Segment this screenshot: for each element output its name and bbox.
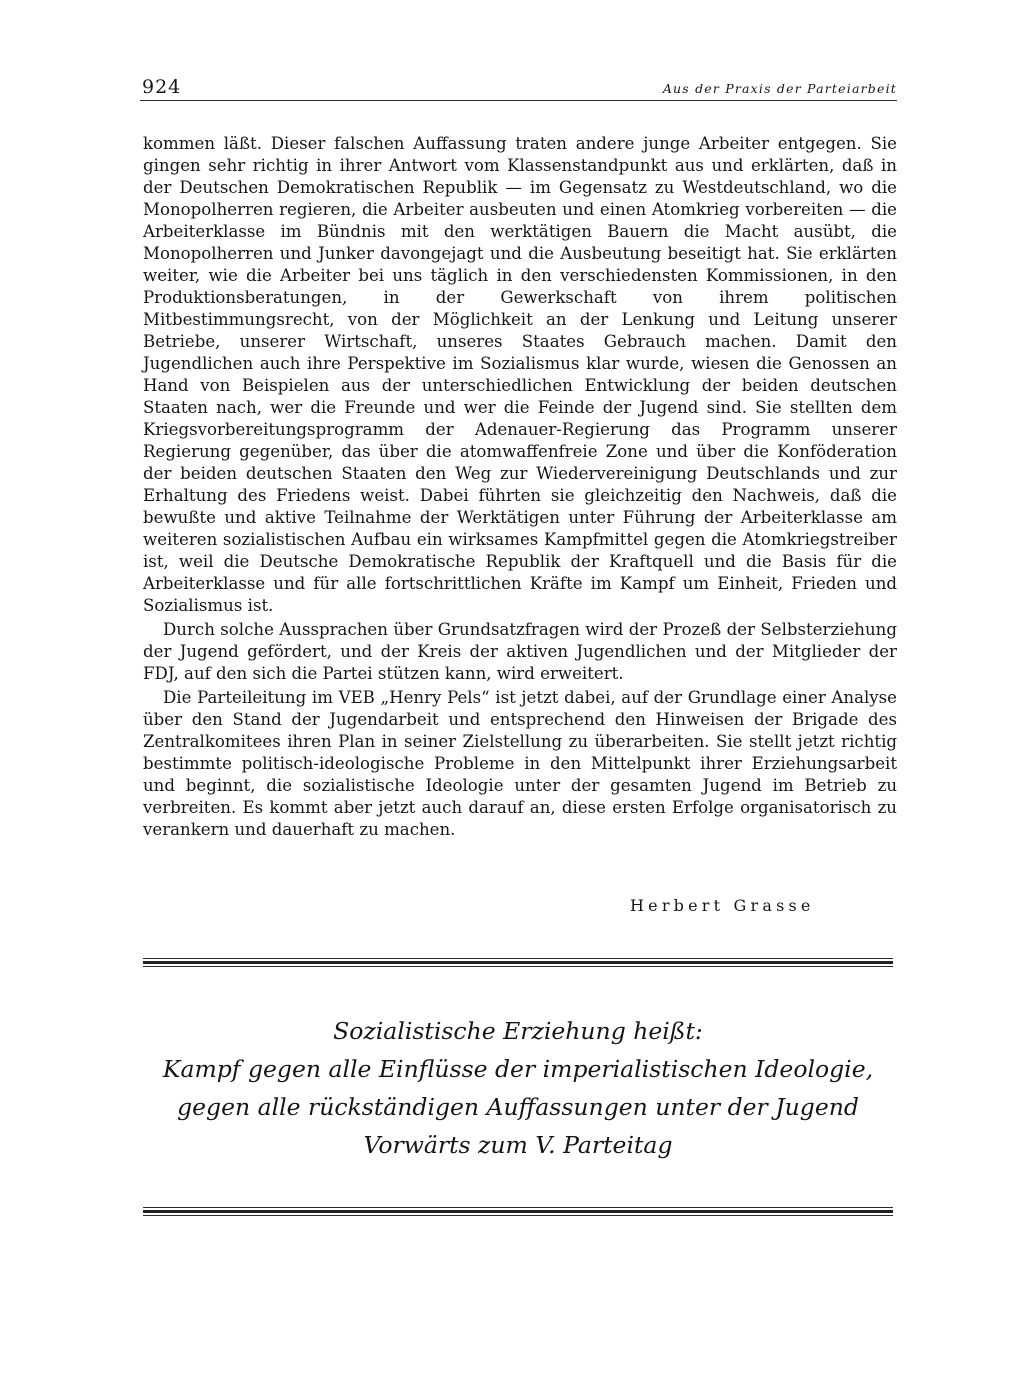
motto-line: Kampf gegen alle Einflüsse der imperialistischen Ideologie,: [162, 1055, 874, 1083]
double-rule-divider: [143, 958, 893, 969]
page-header: [140, 78, 897, 101]
double-rule-divider: [143, 1207, 893, 1218]
paragraph: Durch solche Aussprachen über Grundsatzfragen wird der Prozeß der Selbsterziehung der Jugend gefördert, und der Kreis der aktiven Jugendlichen und der Mitglieder der FDJ, auf den sich die Partei stützen kann, wird erweitert.: [143, 620, 897, 683]
motto-box: [143, 1012, 893, 1164]
paragraph: Die Parteileitung im VEB „Henry Pels“ ist jetzt dabei, auf der Grundlage einer Analyse über den Stand der Jugendarbeit und entsprechend den Hinweisen der Brigade des Zentralkomitees ihren Plan in seiner Zielstellung zu überarbeiten. Sie stellt jetzt richtig bestimmte politisch-ideologische Probleme in den Mittelpunkt ihrer Erziehungsarbeit und beginnt, die sozialistische Ideologie unter der gesamten Jugend im Betrieb zu verbreiten. Es kommt aber jetzt auch darauf an, diese ersten Erfolge organisatorisch zu verankern und dauerhaft zu machen.: [143, 688, 897, 839]
author-signature: Herbert Grasse: [630, 896, 815, 915]
page-number: 924: [142, 76, 182, 98]
paragraph: kommen läßt. Dieser falschen Auffassung traten andere junge Arbeiter entgegen. Sie gingen sehr richtig in ihrer Antwort vom Klassenstandpunkt aus und erklärten, daß in der Deutschen Demokratischen Republik — im Gegensatz zu Westdeutschland, wo die Monopolherren regieren, die Arbeiter ausbeuten und einen Atomkrieg vorbereiten — die Arbeiterklasse im Bündnis mit den werktätigen Bauern die Macht ausübt, die Monopolherren und Junker davongejagt und die Ausbeutung beseitigt hat. Sie erklärten weiter, wie die Arbeiter bei uns täglich in den verschiedensten Kommissionen, in den Produktionsberatungen, in der Gewerkschaft von ihrem politischen Mitbestimmungsrecht, von der Möglichkeit an der Lenkung und Leitung unserer Betriebe, unserer Wirtschaft, unseres Staates Gebrauch machen. Damit den Jugendlichen auch ihre Perspektive im Sozialismus klar wurde, wiesen die Genossen an Hand von Beispielen aus der unterschiedlichen Entwicklung der beiden deutschen Staaten nach, wer die Freunde und wer die Feinde der Jugend sind. Sie stellten dem Kriegsvorbereitungsprogramm der Adenauer-Regierung das Programm unserer Regierung gegenüber, das über die atomwaffenfreie Zone und über die Konföderation der beiden deutschen Staaten den Weg zur Wiedervereinigung Deutschlands und zur Erhaltung des Friedens weist. Dabei führten sie gleichzeitig den Nachweis, daß die bewußte und aktive Teilnahme der Werktätigen unter Führung der Arbeiterklasse am weiteren sozialistischen Aufbau ein wirksames Kampfmittel gegen die Atomkriegstreiber ist, weil die Deutsche Demokratische Republik der Kraftquell und die Basis für die Arbeiterklasse und für alle fortschrittlichen Kräfte im Kampf um Einheit, Frieden und Sozialismus ist.: [143, 134, 897, 615]
motto-line: Vorwärts zum V. Parteitag: [363, 1131, 673, 1159]
article-body: [143, 133, 897, 841]
running-title: Aus der Praxis der Parteiarbeit: [662, 81, 897, 96]
motto-line: Sozialistische Erziehung heißt:: [333, 1017, 703, 1045]
motto-line: gegen alle rückständigen Auffassungen unter der Jugend: [177, 1093, 859, 1121]
